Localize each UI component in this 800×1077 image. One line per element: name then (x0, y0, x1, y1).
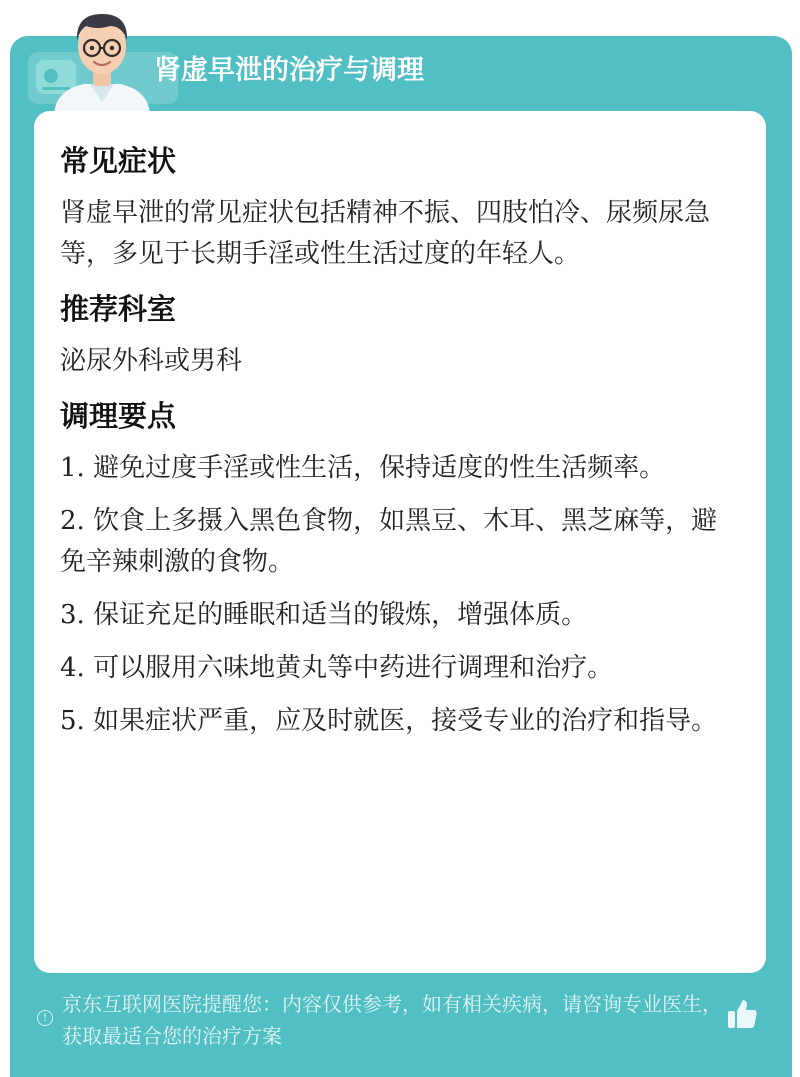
list-item (60, 648, 740, 689)
list-item (60, 501, 740, 583)
thumbs-up-icon[interactable] (724, 996, 760, 1032)
list-item-text: 避免过度手淫或性生活，保持适度的性生活频率。 (93, 453, 666, 483)
department-text: 泌尿外科或男科 (60, 346, 243, 376)
list-item-number: 4. (60, 653, 85, 683)
list-item (60, 595, 740, 636)
list-item-text: 饮食上多摄入黑色食物，如黑豆、木耳、黑芝麻等，避免辛辣刺激的食物。 (60, 506, 718, 577)
info-circle-icon: ! (37, 1010, 53, 1026)
list-item-text: 可以服用六味地黄丸等中药进行调理和治疗。 (93, 653, 614, 683)
list-item-number: 3. (60, 600, 85, 630)
section-title-department: 推荐科室 (60, 292, 177, 326)
list-item-number: 5. (60, 706, 85, 736)
disclaimer-footer (34, 988, 766, 1058)
list-item-number: 1. (60, 453, 85, 483)
list-item (60, 701, 740, 742)
list-item-text: 如果症状严重，应及时就医，接受专业的治疗和指导。 (93, 706, 718, 736)
list-item-text: 保证充足的睡眠和适当的锻炼，增强体质。 (93, 600, 588, 630)
list-item (60, 448, 740, 489)
content-card (34, 111, 766, 973)
page-title: 肾虚早泄的治疗与调理 (154, 55, 424, 86)
section-title-care-tips: 调理要点 (60, 399, 177, 433)
list-item-number: 2. (60, 506, 85, 536)
symptoms-text: 肾虚早泄的常见症状包括精神不振、四肢怕冷、尿频尿急等，多见于长期手淫或性生活过度的年轻人。 (60, 198, 711, 269)
section-title-symptoms: 常见症状 (60, 144, 177, 178)
disclaimer-text: 京东互联网医院提醒您：内容仅供参考，如有相关疾病，请咨询专业医生，获取最适合您的治疗方案 (62, 992, 722, 1048)
doctor-avatar-icon (46, 6, 158, 114)
